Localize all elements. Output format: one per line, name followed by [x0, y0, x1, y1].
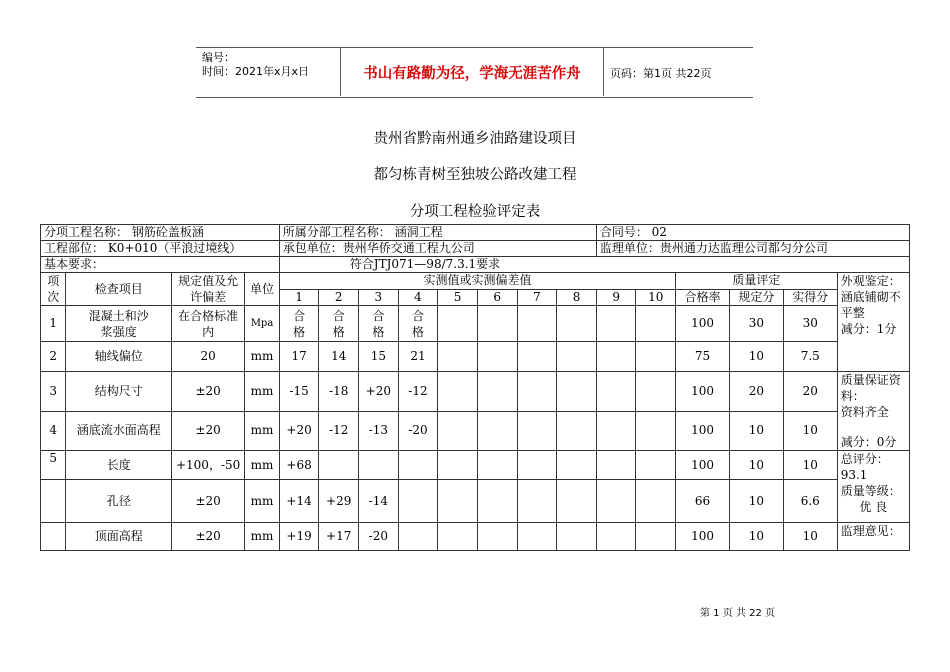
time-label: 时间：2021年x月x日 — [202, 65, 310, 78]
col-measured: 实测值或实测偏差值 — [279, 273, 675, 290]
row-val: -20 — [398, 411, 438, 451]
row-got: 7.5 — [783, 342, 837, 372]
contractor: 承包单位：贵州华侨交通工程九公司 — [279, 241, 596, 257]
row-val: -12 — [319, 411, 359, 451]
row-item: 顶面高程 — [66, 523, 172, 551]
row-rate: 100 — [676, 451, 730, 480]
row-item: 涵底流水面高程 — [66, 411, 172, 451]
row-std: 10 — [729, 342, 783, 372]
row-spec: ±20 — [172, 480, 245, 523]
row-no: 3 — [41, 372, 66, 412]
row-std: 10 — [729, 411, 783, 451]
col-no: 项次 — [41, 273, 66, 306]
grade-label: 质量等级： — [840, 484, 901, 498]
road-title: 都匀栋青树至独坡公路改建工程 — [373, 167, 577, 183]
row-rate: 100 — [676, 523, 730, 551]
row-val: -14 — [359, 480, 399, 523]
row-no: 1 — [41, 306, 66, 342]
col-unit: 单位 — [245, 273, 280, 306]
evaluation-table — [40, 224, 910, 551]
grade-cell — [837, 451, 909, 523]
point-3: 3 — [359, 289, 399, 306]
col-score-got: 实得分 — [783, 289, 837, 306]
qa-deduction: 减分：0分 — [840, 435, 897, 449]
row-unit: mm — [245, 523, 280, 551]
row-rate: 100 — [676, 372, 730, 412]
col-spec: 规定值及允许偏差 — [172, 273, 245, 306]
row-rate: 66 — [676, 480, 730, 523]
row-std: 10 — [729, 451, 783, 480]
row-val: 合格 — [359, 306, 399, 342]
header-meta — [202, 51, 309, 79]
row-no: 2 — [41, 342, 66, 372]
row-item: 结构尺寸 — [66, 372, 172, 412]
col-score-std: 规定分 — [729, 289, 783, 306]
table-row — [41, 306, 910, 342]
row-rate: 75 — [676, 342, 730, 372]
project-location: 工程部位： K0+010（平浪过境线） — [41, 241, 280, 257]
parent-project-name: 所属分部工程名称： 涵洞工程 — [279, 225, 596, 241]
row-val: +29 — [319, 480, 359, 523]
row-got: 30 — [783, 306, 837, 342]
table-row — [41, 411, 910, 451]
col-item: 检查项目 — [66, 273, 172, 306]
row-val: 合格 — [319, 306, 359, 342]
row-unit: mm — [245, 342, 280, 372]
contract-number: 合同号： 02 — [596, 225, 909, 241]
row-val: 14 — [319, 342, 359, 372]
point-10: 10 — [636, 289, 676, 306]
qa-note: 资料齐全 — [840, 405, 889, 419]
page-indicator: 页码：第1页 共22页 — [610, 67, 712, 80]
point-1: 1 — [279, 289, 319, 306]
row-got: 10 — [783, 411, 837, 451]
row-val: -15 — [279, 372, 319, 412]
row-no: 5 — [41, 451, 66, 480]
table-row — [41, 372, 910, 412]
row-got: 10 — [783, 451, 837, 480]
row-std: 10 — [729, 523, 783, 551]
row-val: 合格 — [398, 306, 438, 342]
motto: 书山有路勤为径，学海无涯苦作舟 — [340, 48, 604, 96]
row-item: 长度 — [66, 451, 172, 480]
table-row — [41, 523, 910, 551]
table-row — [41, 480, 910, 523]
row-item: 孔径 — [66, 480, 172, 523]
row-val: +19 — [279, 523, 319, 551]
row-unit: mm — [245, 411, 280, 451]
row-no: 4 — [41, 411, 66, 451]
qa-cell — [837, 372, 909, 451]
col-pass-rate: 合格率 — [676, 289, 730, 306]
row-unit: mm — [245, 372, 280, 412]
form-title: 分项工程检验评定表 — [409, 204, 541, 220]
col-quality: 质量评定 — [676, 273, 838, 290]
page-footer: 第 1 页 共 22 页 — [700, 608, 775, 619]
row-val: +68 — [279, 451, 319, 480]
appearance-deduction: 减分：1分 — [840, 322, 897, 336]
row-val: -13 — [359, 411, 399, 451]
row-std: 30 — [729, 306, 783, 342]
point-8: 8 — [557, 289, 597, 306]
point-4: 4 — [398, 289, 438, 306]
row-rate: 100 — [676, 306, 730, 342]
row-spec: +100，-50 — [172, 451, 245, 480]
row-val: +14 — [279, 480, 319, 523]
point-6: 6 — [477, 289, 517, 306]
point-7: 7 — [517, 289, 557, 306]
row-val: -20 — [359, 523, 399, 551]
supervisor: 监理单位：贵州通力达监理公司都匀分公司 — [596, 241, 909, 257]
appearance-label: 外观鉴定： — [840, 274, 901, 288]
grade-value: 优 良 — [859, 500, 888, 514]
project-title: 贵州省黔南州通乡油路建设项目 — [373, 131, 577, 147]
table-row — [41, 342, 910, 372]
info-row-3 — [41, 257, 910, 273]
row-got: 20 — [783, 372, 837, 412]
row-val: +20 — [359, 372, 399, 412]
row-val: 17 — [279, 342, 319, 372]
row-val: 15 — [359, 342, 399, 372]
code-label: 编号： — [202, 51, 235, 64]
table-row — [41, 451, 910, 480]
row-val: +17 — [319, 523, 359, 551]
row-spec: ±20 — [172, 411, 245, 451]
row-spec: 20 — [172, 342, 245, 372]
row-std: 10 — [729, 480, 783, 523]
row-val: -12 — [398, 372, 438, 412]
basic-req: 符合JTJ071—98/7.3.1要求 — [279, 257, 909, 273]
point-9: 9 — [596, 289, 636, 306]
row-val: -18 — [319, 372, 359, 412]
row-no — [41, 523, 66, 551]
header-row-1 — [41, 273, 910, 290]
row-spec: ±20 — [172, 372, 245, 412]
row-unit: Mpa — [245, 306, 280, 342]
row-unit: mm — [245, 480, 280, 523]
row-val: 21 — [398, 342, 438, 372]
row-item: 轴线偏位 — [66, 342, 172, 372]
row-val: +20 — [279, 411, 319, 451]
row-spec: 在合格标准内 — [172, 306, 245, 342]
row-got: 6.6 — [783, 480, 837, 523]
appearance-note: 涵底铺砌不平整 — [840, 290, 901, 320]
row-unit: mm — [245, 451, 280, 480]
appearance-cell — [837, 273, 909, 372]
info-row-2 — [41, 241, 910, 257]
row-rate: 100 — [676, 411, 730, 451]
page-header — [196, 47, 753, 98]
basic-req-label: 基本要求： — [41, 257, 280, 273]
qa-label: 质量保证资料： — [840, 373, 901, 403]
point-2: 2 — [319, 289, 359, 306]
row-std: 20 — [729, 372, 783, 412]
info-row-1 — [41, 225, 910, 241]
row-spec: ±20 — [172, 523, 245, 551]
row-item: 混凝土和沙浆强度 — [66, 306, 172, 342]
total-score: 总评分：93.1 — [840, 452, 889, 482]
supervisor-opinion: 监理意见： — [837, 523, 909, 551]
row-val: 合格 — [279, 306, 319, 342]
row-no — [41, 480, 66, 523]
sub-project-name: 分项工程名称： 钢筋砼盖板涵 — [41, 225, 280, 241]
row-got: 10 — [783, 523, 837, 551]
point-5: 5 — [438, 289, 478, 306]
